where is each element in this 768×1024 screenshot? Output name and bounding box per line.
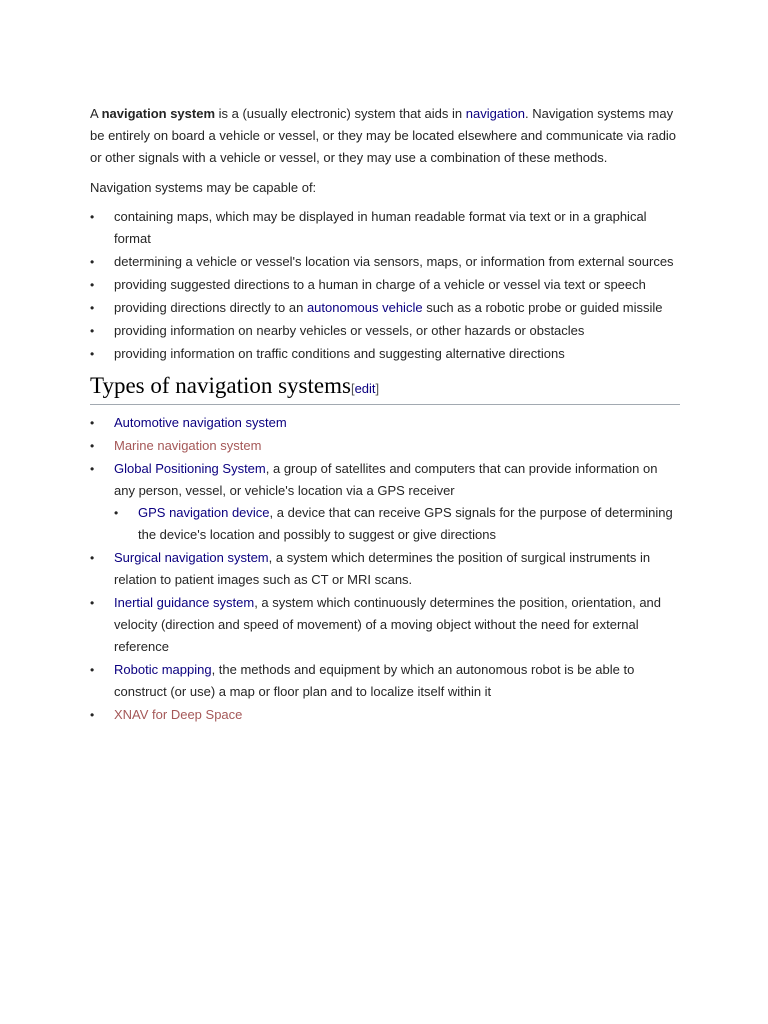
gps-sublist [114, 502, 680, 546]
list-item: • providing information on nearby vehicles or vessels, or other hazards or obstacles [90, 320, 680, 342]
gps-link[interactable]: Global Positioning System [114, 461, 266, 476]
intro-text: A [90, 106, 102, 121]
edit-bracket: ] [375, 381, 380, 396]
list-item [90, 592, 680, 658]
types-list [90, 412, 680, 726]
list-item-text: providing directions directly to an [114, 300, 307, 315]
edit-link[interactable]: edit [354, 381, 376, 396]
article-content [90, 103, 680, 727]
automotive-navigation-link[interactable]: Automotive navigation system [114, 415, 287, 430]
edit-bracket: [ [350, 381, 355, 396]
inertial-guidance-link[interactable]: Inertial guidance system [114, 595, 255, 610]
xnav-link[interactable]: XNAV for Deep Space [114, 707, 243, 722]
list-item [90, 435, 680, 457]
list-item [90, 547, 680, 591]
list-item: • providing suggested directions to a human in charge of a vehicle or vessel via text or speech [90, 274, 680, 296]
list-item [90, 412, 680, 434]
list-item [114, 502, 680, 546]
capabilities-intro: Navigation systems may be capable of: [90, 180, 317, 195]
edit-section [351, 381, 379, 396]
intro-text: . Navigation systems may be entirely on board a vehicle or vessel, or they may be located elsewhere and communicate via radio or other signals with a vehicle or vessel, or they may use a combination of these methods. [90, 106, 677, 165]
gps-device-link[interactable]: GPS navigation device [138, 505, 270, 520]
list-item: • containing maps, which may be displayed in human readable format via text or in a graphical format [90, 206, 680, 250]
robotic-mapping-link[interactable]: Robotic mapping [114, 662, 212, 677]
section-heading-text: Types of navigation systems [90, 373, 351, 398]
surgical-navigation-link[interactable]: Surgical navigation system [114, 550, 269, 565]
intro-paragraph [90, 103, 680, 169]
list-item: • providing information on traffic conditions and suggesting alternative directions [90, 343, 680, 365]
section-heading [90, 371, 680, 405]
list-item-text: , a group of satellites and computers that can provide information on any person, vessel, or vehicle's location via a GPS receiver [114, 461, 658, 498]
list-item-text: , the methods and equipment by which an autonomous robot is be able to construct (or use) a map or floor plan and to localize itself within it [114, 662, 635, 699]
list-item-text: , a system which continuously determines the position, orientation, and velocity (direction and speed of movement) of a moving object without the need for external reference [114, 595, 662, 654]
navigation-link[interactable]: navigation [465, 106, 526, 121]
intro-bold-term: navigation system [101, 106, 216, 121]
capabilities-list [90, 206, 680, 365]
autonomous-vehicle-link[interactable]: autonomous vehicle [306, 300, 423, 315]
list-item-text: such as a robotic probe or guided missile [422, 300, 663, 315]
list-item [90, 659, 680, 703]
list-item [90, 458, 680, 546]
marine-navigation-link[interactable]: Marine navigation system [114, 438, 262, 453]
list-item-text: , a device that can receive GPS signals for the purpose of determining the device's location and possibly to suggest or give directions [138, 505, 673, 542]
list-item [90, 297, 680, 319]
list-item: • determining a vehicle or vessel's location via sensors, maps, or information from external sources [90, 251, 680, 273]
list-item [90, 704, 680, 726]
list-item-text: , a system which determines the position of surgical instruments in relation to patient images such as CT or MRI scans. [114, 550, 651, 587]
intro-text: is a (usually electronic) system that aids in [215, 106, 466, 121]
